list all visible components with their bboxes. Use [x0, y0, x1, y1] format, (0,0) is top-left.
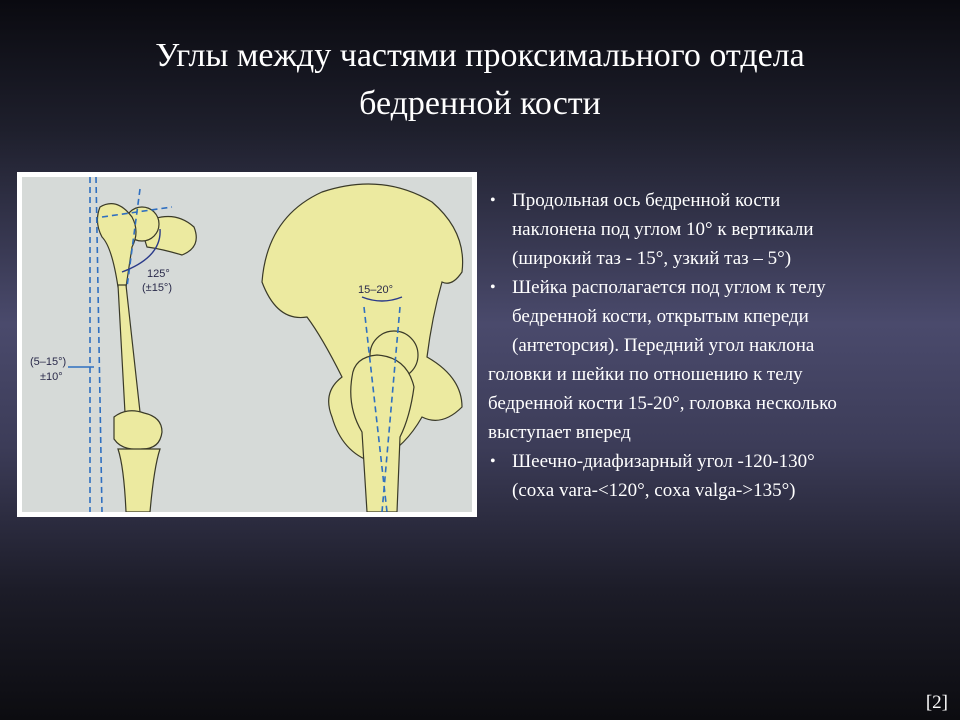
neck-angle-tolerance-label: (±15°): [142, 282, 172, 294]
bullet-item: [488, 447, 948, 505]
bullet-continuation: [488, 360, 948, 447]
frontal-femur: [97, 204, 196, 512]
bullet-line: (coxa vara-<120°, coxa valga->135°): [512, 480, 796, 501]
bullet-line: Продольная ось бедренной кости: [512, 190, 781, 211]
bullet-icon: •: [490, 453, 496, 470]
bullet-line: головки и шейки по отношению к телу: [488, 364, 803, 385]
bullet-item: [488, 273, 948, 360]
axis-angle-tolerance-label: ±10°: [40, 371, 63, 383]
bullet-icon: •: [490, 192, 496, 209]
bullet-line: (широкий таз - 15°, узкий таз – 5°): [512, 248, 792, 269]
slide-title: [60, 32, 900, 128]
page-number: [2]: [925, 692, 948, 713]
bullet-line: наклонена под углом 10° к вертикали: [512, 219, 814, 240]
tibia: [118, 449, 160, 512]
bullet-icon: •: [490, 279, 496, 296]
bullet-line: Шейка располагается под углом к телу: [512, 277, 826, 298]
femur-drawing: [22, 177, 472, 512]
bullet-line: бедренной кости 15-20°, головка несколько: [488, 393, 837, 414]
bullet-list: [488, 186, 948, 505]
femur-illustration-panel: [22, 177, 472, 512]
lateral-femur: [262, 184, 463, 512]
slide-title-line-1: Углы между частями проксимального отдела: [155, 37, 805, 74]
neck-angle-label: 125°: [147, 268, 170, 280]
axis-angle-label: (5–15°): [30, 356, 67, 368]
bullet-line: выступает вперед: [488, 422, 631, 443]
knee-condyles: [114, 411, 162, 450]
bullet-line: (антеторсия). Передний угол наклона: [512, 335, 815, 356]
anteversion-angle-label: 15–20°: [358, 284, 393, 296]
slide-title-line-2: бедренной кости: [359, 85, 601, 122]
bullet-item: [488, 186, 948, 273]
bullet-line: Шеечно-диафизарный угол -120-130°: [512, 451, 815, 472]
femur-illustration: [17, 172, 477, 517]
bullet-line: бедренной кости, открытым кпереди: [512, 306, 809, 327]
